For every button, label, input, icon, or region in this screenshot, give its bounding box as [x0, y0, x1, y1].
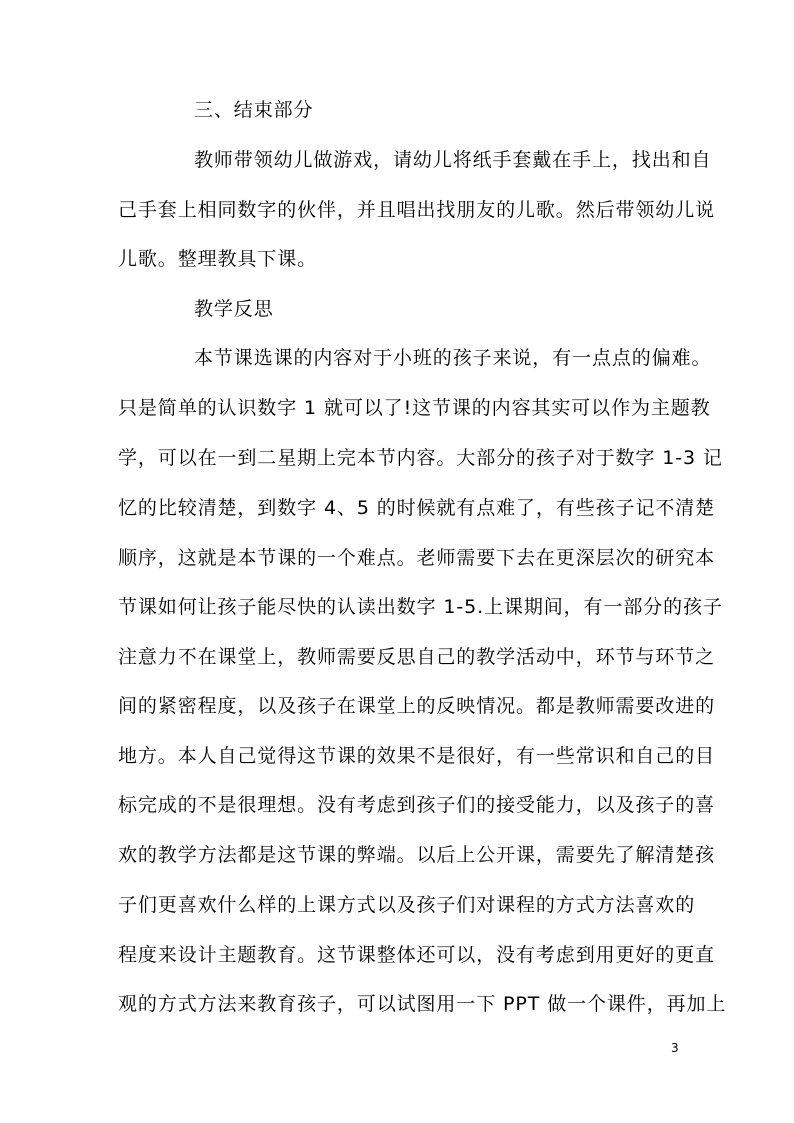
paragraph-line: 己手套上相同数字的伙伴，并且唱出找朋友的儿歌。然后带领幼儿说 [118, 199, 716, 221]
paragraph-line: 程度来设计主题教育。这节课整体还可以，没有考虑到用更好的更直 [118, 944, 716, 966]
section-heading: 三、结束部分 [194, 99, 314, 121]
paragraph-line: 节课如何让孩子能尽快的认读出数字 1-5.上课期间，有一部分的孩子 [118, 596, 723, 618]
paragraph-line: 间的紧密程度，以及孩子在课堂上的反映情况。都是教师需要改进的 [118, 695, 716, 717]
paragraph-line: 观的方式方法来教育孩子，可以试图用一下 PPT 做一个课件，再加上 [118, 993, 727, 1015]
paragraph-line: 地方。本人自己觉得这节课的效果不是很好，有一些常识和自己的目 [118, 745, 716, 767]
paragraph-line: 只是简单的认识数字 1 就可以了!这节课的内容其实可以作为主题教 [118, 397, 711, 419]
paragraph-line: 注意力不在课堂上，教师需要反思自己的教学活动中，环节与环节之 [118, 646, 716, 668]
paragraph-line: 教师带领幼儿做游戏，请幼儿将纸手套戴在手上，找出和自 [194, 149, 712, 171]
paragraph-line: 学，可以在一到二星期上完本节内容。大部分的孩子对于数字 1-3 记 [118, 447, 723, 469]
paragraph-line: 顺序，这就是本节课的一个难点。老师需要下去在更深层次的研究本 [118, 547, 716, 569]
paragraph-line: 标完成的不是很理想。没有考虑到孩子们的接受能力，以及孩子的喜 [118, 794, 716, 816]
page-number: 3 [671, 1041, 679, 1055]
paragraph-line: 忆的比较清楚，到数字 4、5 的时候就有点难了，有些孩子记不清楚 [118, 497, 716, 519]
paragraph-line: 子们更喜欢什么样的上课方式以及孩子们对课程的方式方法喜欢的 [118, 894, 696, 916]
paragraph-line: 本节课选课的内容对于小班的孩子来说，有一点点的偏难。 [194, 347, 712, 369]
paragraph-line: 欢的教学方法都是这节课的弊端。以后上公开课，需要先了解清楚孩 [118, 844, 716, 866]
reflection-heading: 教学反思 [194, 298, 274, 320]
paragraph-line: 儿歌。整理教具下课。 [118, 248, 318, 270]
